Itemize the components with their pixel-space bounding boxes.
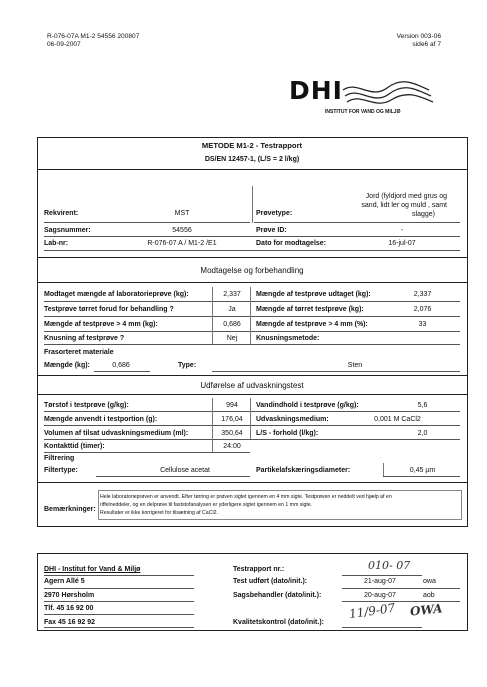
kvalitet-date: 11/9-07 xyxy=(348,600,397,622)
footer-address1: Agern Allé 5 xyxy=(44,578,85,585)
partikel-label: Partikelafskæringsdiameter: xyxy=(256,467,351,474)
udfoert-label: Test udført (dato/init.): xyxy=(233,578,308,585)
vandindhold-value: 5,6 xyxy=(417,402,428,409)
toerstof-label: Tørstof i testprøve (g/kg): xyxy=(44,402,129,409)
proeve-id-label: Prøve ID: xyxy=(256,227,287,234)
dato-label: Dato for modtagelse: xyxy=(256,240,327,247)
over4mm-pct-value: 33 xyxy=(418,321,427,328)
volumen-value: 350,64 xyxy=(221,430,243,437)
remarks-line1: Hele laboratorieprøven er anvendt. Efter tørring er prøven sigtet igennem en 4 mm sigte. Testprøven er neddelt ved hjælp af en xyxy=(100,494,392,500)
remarks-line2: riffelneddeler, og en delprøve til faststofanalysen er yderligere sigtet igennem en 1 mm sigte. xyxy=(100,502,313,508)
bemaerkninger-label: Bemærkninger: xyxy=(44,506,96,513)
udtaget-value: 2,337 xyxy=(413,291,432,298)
testportion-label: Mængde anvendt i testportion (g): xyxy=(44,416,158,423)
udfoert-init: owa xyxy=(423,578,436,585)
sagsnummer-label: Sagsnummer: xyxy=(44,227,91,234)
kvalitet-init: OWA xyxy=(409,601,444,619)
over4mm-pct-label: Mængde af testprøve > 4 mm (%): xyxy=(256,321,368,328)
toerret-value: Ja xyxy=(228,306,236,313)
dato-value: 16-jul-07 xyxy=(388,240,416,247)
footer-org: DHI - Institut for Vand & Miljø xyxy=(44,566,141,573)
toerret-maengde-label: Mængde af tørret testprøve (kg): xyxy=(256,306,364,313)
type-value: Sten xyxy=(347,362,363,369)
udvaskningsmedium-value: 0,001 M CaCl2 xyxy=(374,416,421,423)
rekvirent-label: Rekvirent: xyxy=(44,210,79,217)
sagsnummer-value: 54556 xyxy=(172,227,192,234)
logo-letters: DHI xyxy=(289,76,343,105)
ls-forhold-value: 2,0 xyxy=(417,430,428,437)
toerret-maengde-value: 2,076 xyxy=(413,306,432,313)
sagsbehandler-label: Sagsbehandler (dato/init.): xyxy=(233,592,322,599)
footer-address2: 2970 Hørsholm xyxy=(44,592,95,599)
filtertype-value: Cellulose acetat xyxy=(160,467,210,474)
volumen-label: Volumen af tilsat udvaskningsmedium (ml): xyxy=(44,430,189,437)
kontakttid-value: 24:00 xyxy=(223,443,241,450)
modtaget-label: Modtaget mængde af laboratorieprøve (kg): xyxy=(44,291,189,298)
footer-tlf: Tlf. 45 16 92 00 xyxy=(44,605,94,612)
knusningsmetode-label: Knusningsmetode: xyxy=(256,335,320,342)
udfoert-date: 21-aug-07 xyxy=(364,578,396,585)
dhi-logo xyxy=(287,76,437,126)
logo-tagline: INSTITUT FOR VAND OG MILJØ xyxy=(325,109,401,115)
toerret-label: Testprøve tørret forud for behandling ? xyxy=(44,306,174,313)
doc-date: 06-09-2007 xyxy=(47,41,81,48)
rekvirent-value: MST xyxy=(174,210,190,217)
filtrering-label: Filtrering xyxy=(44,455,75,462)
frasorteret-label: Frasorteret materiale xyxy=(44,349,114,356)
testportion-value: 176,04 xyxy=(221,416,243,423)
testrapport-label: Testrapport nr.: xyxy=(233,566,285,573)
udvaskningsmedium-label: Udvaskningsmedium: xyxy=(256,416,329,423)
testrapport-value: 010- 07 xyxy=(368,559,411,572)
proevetype-line1: Jord (fyldjord med grus og xyxy=(365,193,447,200)
doc-version: Version 003-06 xyxy=(396,33,441,40)
sagsbehandler-date: 20-aug-07 xyxy=(364,592,396,599)
knusning-label: Knusning af testprøve ? xyxy=(44,335,125,342)
kontakttid-label: Kontakttid (timer): xyxy=(44,443,105,450)
page-number: side6 af 7 xyxy=(412,41,441,48)
modtaget-value: 2,337 xyxy=(223,291,241,298)
over4mm-kg-value: 0,686 xyxy=(223,321,241,328)
toerstof-value: 994 xyxy=(226,402,238,409)
proevetype-label: Prøvetype: xyxy=(256,210,293,217)
proeve-id-value: - xyxy=(400,227,404,234)
remarks-line3: Resultater er ikke korrigeret for tilsætning af CaCl2. xyxy=(100,510,218,516)
type-label: Type: xyxy=(178,362,197,369)
udtaget-label: Mængde af testprøve udtaget (kg): xyxy=(256,291,371,298)
lab-nr-label: Lab-nr: xyxy=(44,240,69,247)
sagsbehandler-init: aob xyxy=(423,592,435,599)
vandindhold-label: Vandindhold i testprøve (g/kg): xyxy=(256,402,359,409)
doc-ref: R-076-07A M1-2 54556 200807 xyxy=(47,33,140,40)
filtertype-label: Filtertype: xyxy=(44,467,78,474)
proevetype-line3: slagge) xyxy=(412,211,435,218)
kvalitet-label: Kvalitetskontrol (dato/init.): xyxy=(233,619,324,626)
over4mm-kg-label: Mængde af testprøve > 4 mm (kg): xyxy=(44,321,158,328)
knusning-value: Nej xyxy=(226,335,238,342)
footer-fax: Fax 45 16 92 92 xyxy=(44,619,95,626)
report-title: METODE M1-2 - Testrapport xyxy=(201,141,303,150)
section-udfoerelse-title: Udførelse af udvaskningstest xyxy=(200,381,304,390)
lab-nr-value: R-076-07 A / M1-2 /E1 xyxy=(147,240,217,247)
ls-forhold-label: L/S - forhold (l/kg): xyxy=(256,430,319,437)
partikel-value: 0,45 µm xyxy=(409,467,436,474)
maengde-label: Mængde (kg): xyxy=(44,362,90,369)
maengde-value: 0,686 xyxy=(112,362,130,369)
proevetype-line2: sand, lidt ler og muld , samt xyxy=(361,202,447,209)
section-modtagelse-title: Modtagelse og forbehandling xyxy=(200,266,304,275)
report-subtitle: DS/EN 12457-1, (L/S = 2 l/kg) xyxy=(204,156,300,163)
